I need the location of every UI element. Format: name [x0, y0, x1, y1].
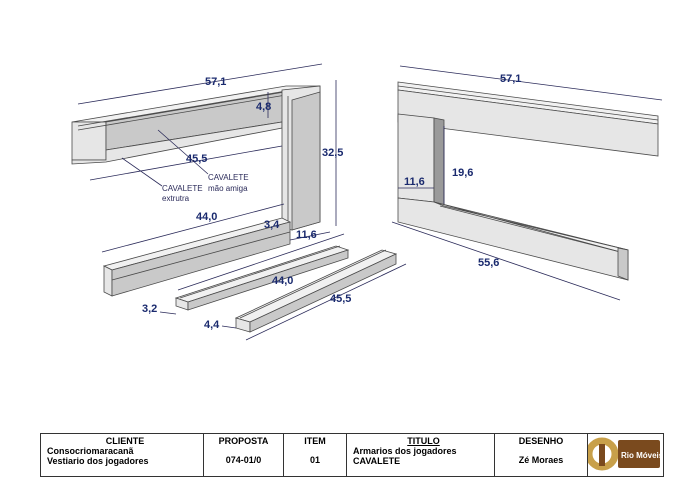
dim-right-width: 57,1 [500, 73, 522, 85]
tb-item-value: 01 [309, 455, 320, 465]
tb-desenho-value: Zé Moraes [518, 455, 564, 465]
tb-cliente [41, 434, 204, 476]
note-cavalete-mao-amiga-2: mão amiga [208, 184, 248, 193]
dim-part2-length: 45,5 [330, 293, 352, 305]
dim-right-height: 19,6 [452, 167, 474, 179]
dim-left-depth: 11,6 [296, 229, 317, 241]
note-cavalete-extrutra-1: CAVALETE [162, 184, 203, 193]
tb-titulo-label: TITULO [407, 436, 440, 446]
dim-left-inner-top: 45,5 [186, 153, 208, 165]
right-bottom-rail [398, 198, 628, 280]
tb-proposta-label: PROPOSTA [218, 436, 269, 446]
dim-part1-length: 44,0 [272, 275, 294, 287]
tb-titulo [347, 434, 495, 476]
tb-cliente-line1: Consocriomaracanã [47, 446, 134, 456]
tb-proposta-value: 074-01/0 [225, 455, 262, 465]
tb-desenho [495, 434, 588, 476]
logo-text: Rio Móveis [621, 451, 661, 460]
dim-right-depth: 11,6 [404, 176, 425, 188]
tb-item-label: ITEM [304, 436, 326, 446]
tb-cliente-line2: Vestiario dos jogadores [47, 456, 149, 466]
dim-left-rail-height: 3,4 [264, 219, 280, 231]
dim-left-height: 32,5 [322, 147, 344, 159]
dim-part2-height: 4,4 [204, 319, 220, 331]
tb-titulo-line1: Armarios dos jogadores [353, 446, 457, 456]
tb-desenho-label: DESENHO [518, 436, 564, 446]
note-cavalete-mao-amiga-1: CAVALETE [208, 173, 249, 182]
tb-cliente-label: CLIENTE [105, 436, 145, 446]
tb-proposta [204, 434, 284, 476]
right-post [398, 114, 444, 206]
dim-left-inner-bottom: 44,0 [196, 211, 218, 223]
title-block [40, 433, 664, 477]
dim-part1-height: 3,2 [142, 303, 158, 315]
right-assembly [392, 66, 662, 300]
dim-right-bottom: 55,6 [478, 257, 500, 269]
note-cavalete-extrutra-2: extrutra [162, 194, 190, 203]
tb-item [284, 434, 347, 476]
tb-titulo-line2: CAVALETE [353, 456, 401, 466]
dim-left-post-thickness: 4,8 [256, 101, 272, 113]
dim-left-width: 57,1 [205, 76, 227, 88]
left-vertical-post [282, 86, 320, 230]
company-logo [588, 434, 661, 474]
